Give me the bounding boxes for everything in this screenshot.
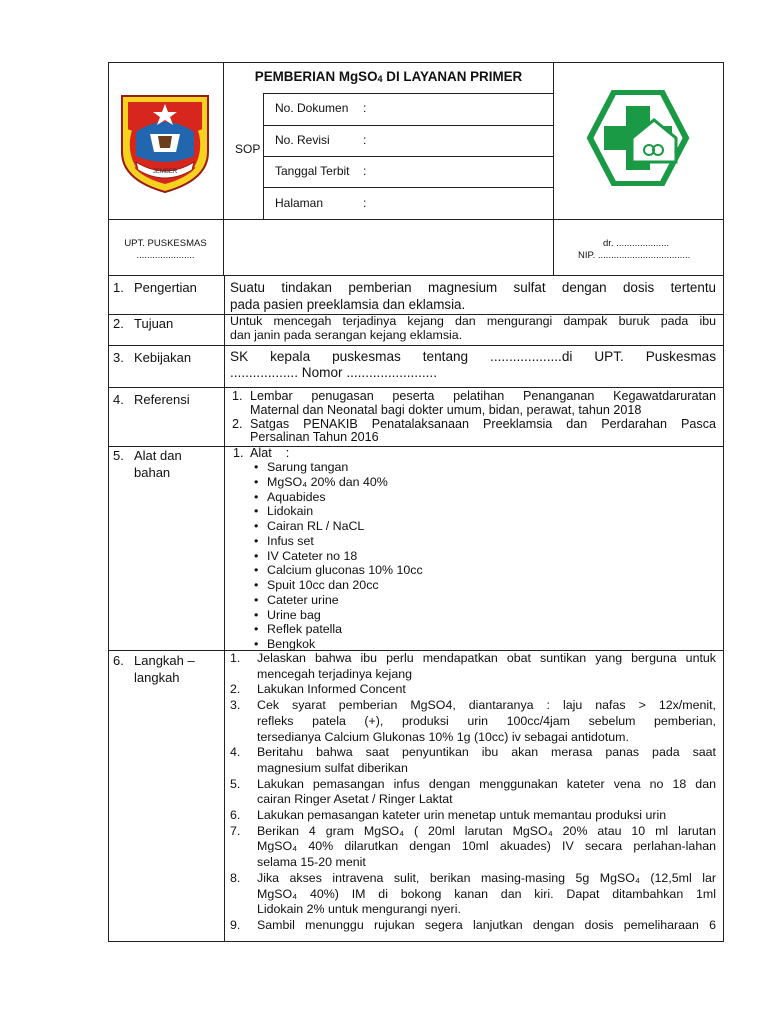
text-line: Suatu tindakan pemberian magnesium sulfat dengan dosis tertentu bbox=[230, 280, 716, 295]
list-item: • Spuit 10cc dan 20cc bbox=[267, 578, 713, 593]
tujuan-text bbox=[230, 314, 716, 342]
text-line: MgSO₄ 40% dilarutkan dengan 10ml akuades) IV secara perlahan-lahan bbox=[257, 839, 716, 854]
logo-ribbon-text: JEMBER bbox=[152, 169, 178, 175]
list-item: • Reflek patella bbox=[267, 622, 713, 637]
referensi-item bbox=[232, 418, 716, 446]
item-num: 5. bbox=[230, 776, 241, 791]
list-item: • Cairan RL / NaCL bbox=[267, 519, 713, 534]
org-name: UPT. PUSKESMAS bbox=[124, 238, 207, 249]
doc-field-tanggal-terbit: Tanggal Terbit bbox=[275, 164, 350, 178]
doc-field-no-dokumen: No. Dokumen bbox=[275, 101, 349, 115]
alat-section bbox=[233, 446, 713, 652]
text-line: Lakukan pemasangan kateter urin menetap untuk memantau produksi urin bbox=[257, 808, 667, 823]
item-num: 1. bbox=[232, 389, 243, 403]
list-item: • MgSO₄ 20% dan 40% bbox=[267, 475, 713, 490]
doc-field-sep: : bbox=[363, 164, 367, 178]
item-num: 6. bbox=[230, 808, 241, 823]
text-line: tersedianya Calcium Glukonas 10% 1g (10cc) iv sebagai antidotum. bbox=[257, 729, 629, 744]
org-dots: ...................... bbox=[136, 250, 195, 261]
section-label-referensi: Referensi bbox=[134, 392, 190, 407]
sign-dr: dr. .................... bbox=[603, 238, 669, 249]
section-num: 3. bbox=[113, 350, 124, 365]
text-line: Lakukan Informed Concent bbox=[257, 682, 406, 697]
section-label-pengertian: Pengertian bbox=[134, 280, 197, 295]
text-line: MgSO₄ 40%) IM di bokong kanan dan kiri. Dapat ditambahkan 1ml bbox=[257, 886, 716, 901]
section-num: 4. bbox=[113, 392, 124, 407]
list-item: • Lidokain bbox=[267, 504, 713, 519]
item-num: 1. bbox=[230, 651, 241, 665]
doc-field-sep: : bbox=[363, 101, 367, 115]
text-line: Sambil menunggu rujukan segera lanjutkan dengan dosis pemeliharaan 6 bbox=[257, 917, 716, 932]
text-line: Persalinan Tahun 2016 bbox=[250, 430, 379, 445]
puskesmas-logo bbox=[586, 90, 690, 186]
text-line: pada pasien preeklamsia dan eklamsia. bbox=[230, 297, 466, 312]
section-label-kebijakan: Kebijakan bbox=[134, 350, 192, 365]
item-num: 1. bbox=[233, 446, 244, 460]
step-item bbox=[230, 682, 716, 698]
text-line: Jika akses intravena sulit, berikan masing-masing 5g MgSO₄ (12,5ml lar bbox=[257, 870, 716, 885]
sop-label: SOP bbox=[235, 142, 261, 156]
step-item bbox=[230, 808, 716, 824]
doc-field-sep: : bbox=[363, 133, 367, 147]
text-line: mencegah terjadinya kejang bbox=[257, 666, 412, 681]
doc-field-sep: : bbox=[363, 196, 367, 210]
item-num: 7. bbox=[230, 823, 241, 838]
text-line: SK kepala puskesmas tentang ...................di UPT. Puskesmas bbox=[230, 349, 716, 364]
section-label-langkah: Langkah – bbox=[134, 653, 195, 668]
step-item bbox=[230, 745, 716, 776]
text-line: magnesium sulfat diberikan bbox=[257, 760, 408, 775]
section-num: 2. bbox=[113, 316, 124, 331]
text-line: Lembar penugasan peserta pelatihan Penanganan Kegawatdaruratan bbox=[250, 389, 716, 403]
alat-list bbox=[251, 460, 713, 652]
kebijakan-text bbox=[230, 349, 716, 381]
text-line: Lakukan pemasangan infus dengan menggunakan kateter vena no 18 dan bbox=[257, 776, 716, 791]
step-item bbox=[230, 824, 716, 871]
step-item bbox=[230, 651, 716, 682]
item-num: 2. bbox=[232, 416, 243, 431]
alat-heading-text: Alat : bbox=[250, 446, 290, 460]
item-num: 4. bbox=[230, 745, 241, 760]
referensi-item bbox=[232, 390, 716, 418]
doc-field-halaman: Halaman bbox=[275, 196, 324, 210]
item-num: 8. bbox=[230, 870, 241, 885]
item-num: 9. bbox=[230, 917, 241, 932]
text-line: Satgas PENAKIB Penatalaksanaan Preeklamsia dan Perdarahan Pasca bbox=[250, 416, 716, 431]
page-title: PEMBERIAN MgSO$_4$ DI LAYANAN PRIMER bbox=[254, 69, 523, 84]
text-line: refleks patela (+), produksi urin 100cc/4jam sebelum pemberian, bbox=[257, 713, 716, 728]
section-num: 6. bbox=[113, 653, 124, 668]
section-label-langkah-2: langkah bbox=[134, 670, 180, 685]
section-num: 1. bbox=[113, 280, 124, 295]
alat-heading bbox=[233, 446, 713, 460]
pengertian-text bbox=[230, 279, 716, 313]
list-item: • Calcium gluconas 10% 10cc bbox=[267, 563, 713, 578]
referensi-list bbox=[232, 390, 716, 445]
list-item: • Infus set bbox=[267, 534, 713, 549]
langkah-list bbox=[230, 651, 716, 941]
text-line: Berikan 4 gram MgSO₄ ( 20ml larutan MgSO₄ 20% atau 10 ml larutan bbox=[257, 823, 716, 838]
section-num: 5. bbox=[113, 448, 124, 463]
text-line: .................. Nomor ........................ bbox=[230, 365, 437, 380]
section-label-alat: Alat dan bbox=[134, 448, 182, 463]
text-line: Untuk mencegah terjadinya kejang dan mengurangi dampak buruk pada ibu bbox=[230, 314, 716, 328]
list-item: • Cateter urine bbox=[267, 593, 713, 608]
text-line: Lidokain 2% untuk mengurangi nyeri. bbox=[257, 902, 461, 917]
text-line: dan janin pada serangan kejang eklamsia. bbox=[230, 328, 463, 342]
list-item: • Urine bag bbox=[267, 608, 713, 623]
sign-nip: NIP. ................................... bbox=[578, 250, 691, 261]
step-item bbox=[230, 777, 716, 808]
step-item bbox=[230, 698, 716, 745]
regency-logo bbox=[116, 90, 214, 196]
item-num: 2. bbox=[230, 682, 241, 697]
doc-field-no-revisi: No. Revisi bbox=[275, 133, 330, 147]
list-item: • Bengkok bbox=[267, 637, 713, 652]
text-line: cairan Ringer Asetat / Ringer Laktat bbox=[257, 792, 453, 807]
text-line: Beritahu bahwa saat penyuntikan ibu akan merasa panas pada saat bbox=[257, 745, 716, 760]
step-item bbox=[230, 871, 716, 918]
step-item bbox=[230, 918, 716, 934]
list-item: • Sarung tangan bbox=[267, 460, 713, 475]
text-line: Maternal dan Neonatal bagi dokter umum, bidan, perawat, tahun 2018 bbox=[250, 402, 642, 417]
list-item: • IV Cateter no 18 bbox=[267, 549, 713, 564]
list-item: • Aquabides bbox=[267, 490, 713, 505]
text-line: selama 15-20 menit bbox=[257, 855, 366, 870]
section-label-tujuan: Tujuan bbox=[134, 316, 174, 331]
item-num: 3. bbox=[230, 698, 241, 713]
section-label-alat-2: bahan bbox=[134, 465, 171, 480]
text-line: Cek syarat pemberian MgSO4, diantaranya : laju nafas > 12x/menit, bbox=[257, 698, 716, 713]
text-line: Jelaskan bahwa ibu perlu mendapatkan obat suntikan yang berguna untuk bbox=[257, 651, 716, 665]
